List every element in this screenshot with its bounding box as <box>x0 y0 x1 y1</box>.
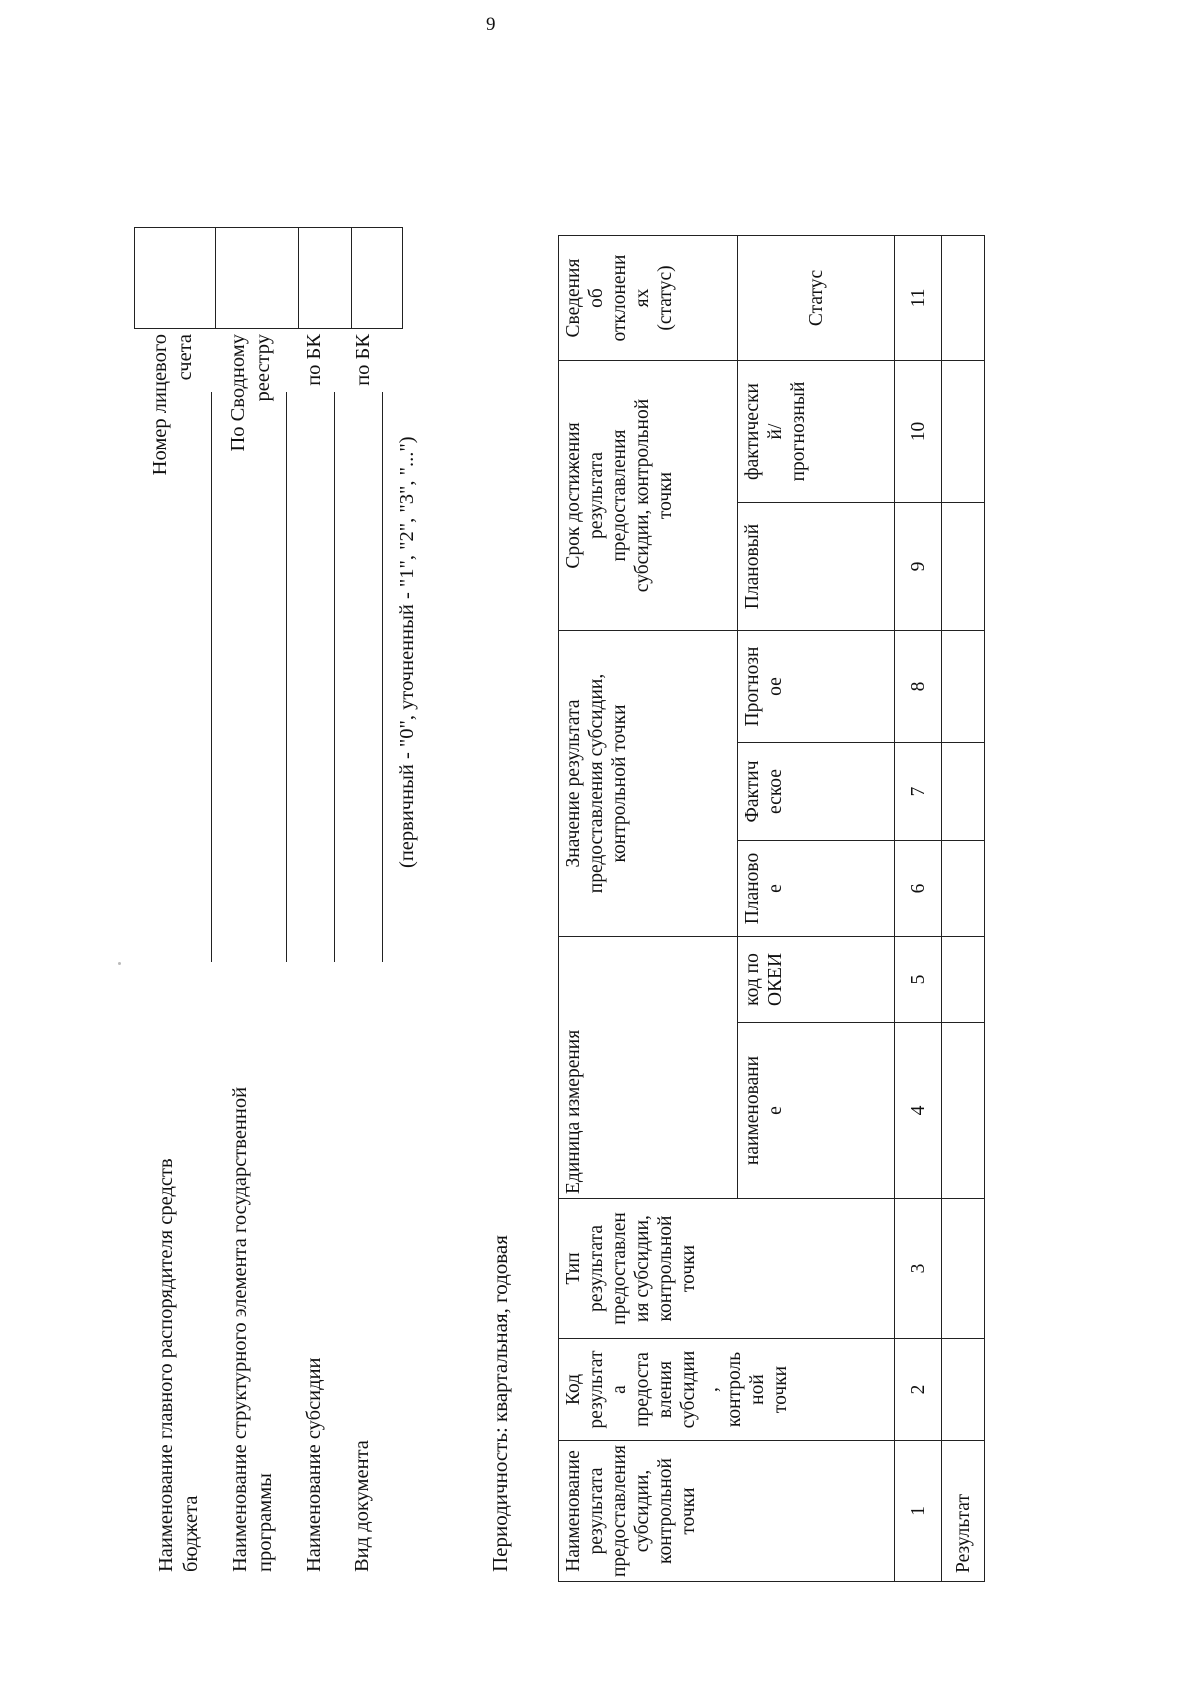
results-table <box>558 235 985 1582</box>
header-term-group: Срок достижения результата предоставления субсидии, контрольной точки <box>559 361 738 631</box>
header-value-plan: Планово е <box>738 841 895 937</box>
header-deviation-status: Статус <box>738 236 895 361</box>
column-number: 6 <box>895 841 942 937</box>
header-unit-code: код по ОКЕИ <box>738 937 895 1023</box>
code-label-account: Номер лицевого счета <box>149 334 196 476</box>
column-number-row <box>895 236 942 1582</box>
header-value-forecast: Прогнозн ое <box>738 631 895 743</box>
field-label-subsidy-name: Наименование субсидии <box>303 1357 325 1572</box>
table-cell[interactable] <box>942 1023 985 1199</box>
header-deviation-group: Сведения об отклонени ях (статус) <box>559 236 738 361</box>
column-number: 11 <box>895 236 942 361</box>
header-result-name: Наименование результата предоставления субсидии, контрольной точки <box>559 1441 895 1582</box>
program-element-line[interactable] <box>286 392 287 962</box>
column-number: 8 <box>895 631 942 743</box>
page-number: 9 <box>486 14 496 35</box>
document-type-hint: (первичный - "0", уточненный - "1", "2", "3", "...") <box>396 436 418 868</box>
table-cell[interactable] <box>942 743 985 841</box>
header-unit-name: наименовани е <box>738 1023 895 1199</box>
budget-manager-line[interactable] <box>211 392 212 962</box>
subsidy-name-line[interactable] <box>334 392 335 962</box>
code-cell-bk-2[interactable] <box>352 228 403 329</box>
header-term-fact: фактически й/ прогнозный <box>738 361 895 503</box>
code-label-bk-1: по БК <box>303 334 325 386</box>
result-label: Результат <box>942 1441 985 1582</box>
header-result-code: Код результат а предоста вления субсидии , контроль ной точки <box>559 1339 895 1441</box>
header-term-plan: Плановый <box>738 503 895 631</box>
code-cell-account[interactable] <box>135 228 216 329</box>
field-label-budget-manager: Наименование главного распорядителя средств бюджета <box>155 1158 202 1572</box>
rotated-form <box>110 52 990 1612</box>
code-label-registry: По Сводному реестру <box>227 334 274 452</box>
table-cell[interactable] <box>942 361 985 503</box>
table-cell[interactable] <box>942 631 985 743</box>
column-number: 4 <box>895 1023 942 1199</box>
periodicity: Периодичность: квартальная, годовая <box>488 1235 512 1572</box>
header-unit-group: Единица измерения <box>559 937 738 1199</box>
code-label-bk-2: по БК <box>352 334 374 386</box>
table-cell[interactable] <box>942 937 985 1023</box>
header-result-type: Тип результата предоставлен ия субсидии, контрольной точки <box>559 1199 895 1339</box>
table-cell[interactable] <box>942 1199 985 1339</box>
table-cell[interactable] <box>942 841 985 937</box>
column-number: 5 <box>895 937 942 1023</box>
column-number: 9 <box>895 503 942 631</box>
column-number: 7 <box>895 743 942 841</box>
column-number: 3 <box>895 1199 942 1339</box>
codes-box <box>134 227 403 329</box>
document-type-line[interactable] <box>382 392 383 962</box>
table-cell[interactable] <box>942 1339 985 1441</box>
code-cell-bk-1[interactable] <box>299 228 352 329</box>
column-number: 10 <box>895 361 942 503</box>
column-number: 1 <box>895 1441 942 1582</box>
header-value-fact: Фактич еское <box>738 743 895 841</box>
column-number: 2 <box>895 1339 942 1441</box>
table-cell[interactable] <box>942 503 985 631</box>
field-label-program-element: Наименование структурного элемента государственной программы <box>229 1086 276 1572</box>
field-label-document-type: Вид документа <box>351 1440 373 1572</box>
header-value-group: Значение результата предоставления субсидии, контрольной точки <box>559 631 738 937</box>
result-row <box>942 236 985 1582</box>
code-cell-registry[interactable] <box>216 228 299 329</box>
table-cell[interactable] <box>942 236 985 361</box>
